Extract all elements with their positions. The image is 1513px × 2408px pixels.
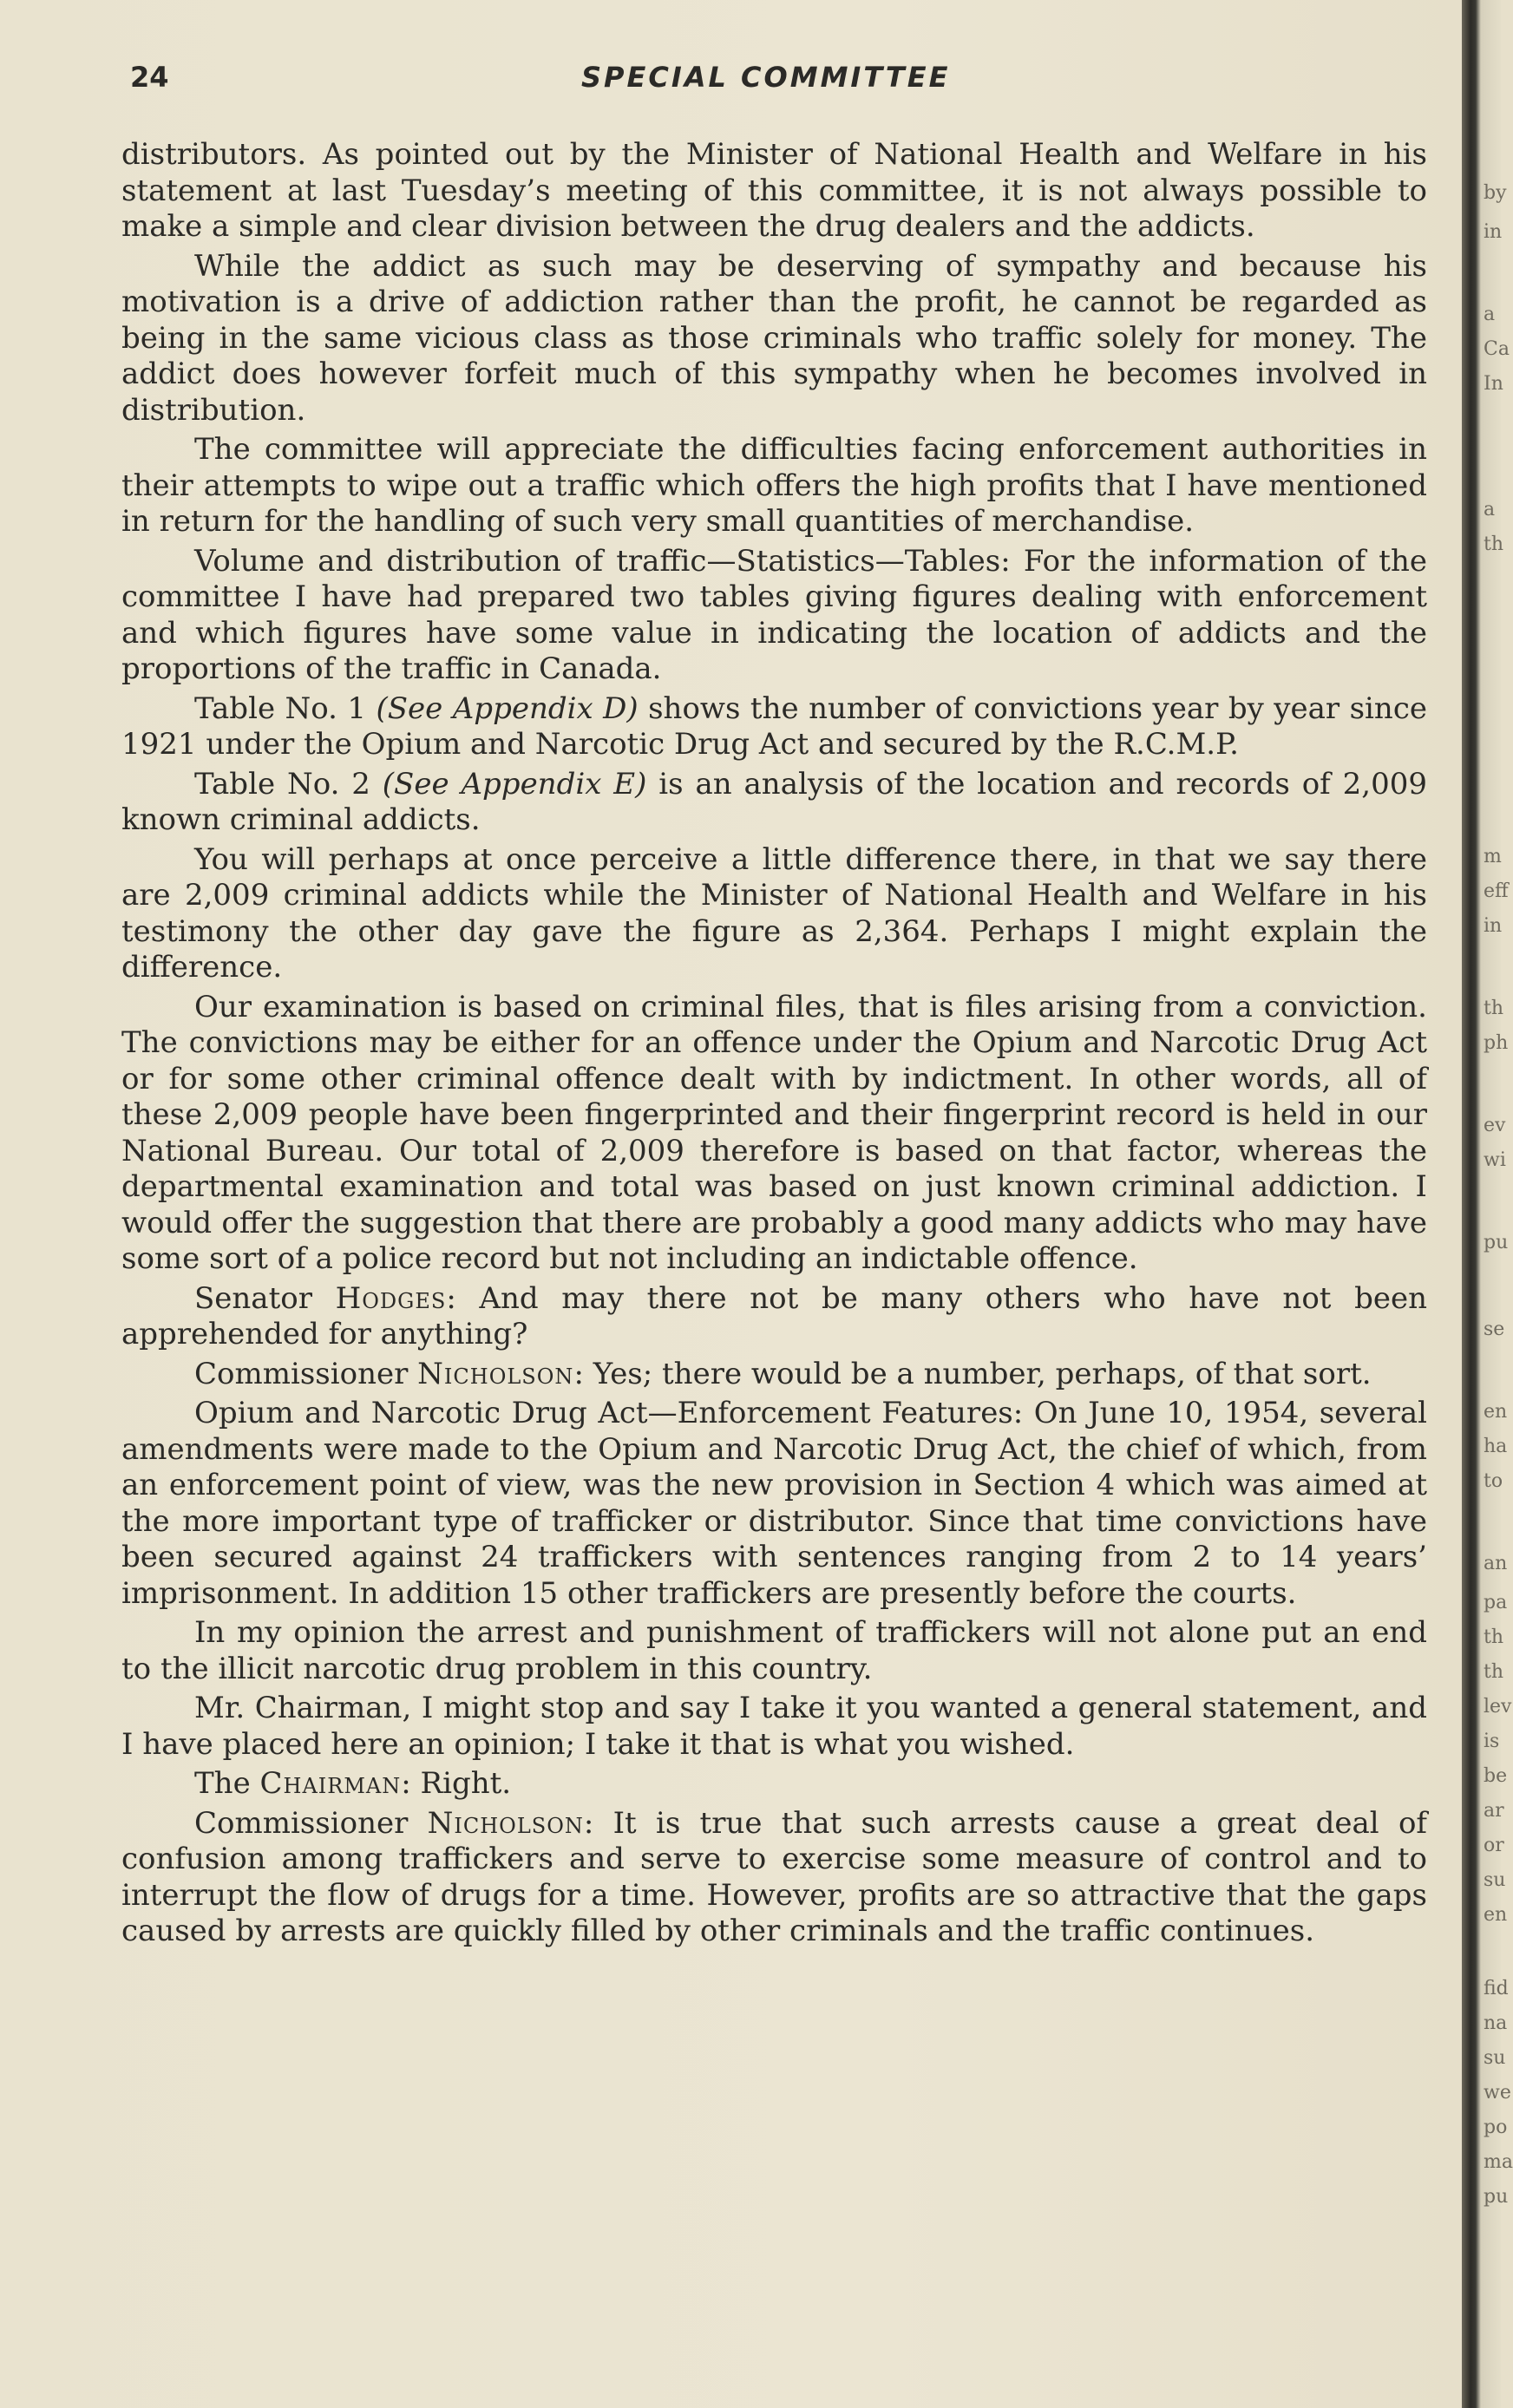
paragraph: The committee will appreciate the difficulties facing enforcement authorities in their attempts to wipe out a traffic which offers the high profits that I have mentioned in return for the handling of such very small quantities of merchandise. <box>121 432 1427 539</box>
page-header <box>130 61 1431 104</box>
edge-fragment: a <box>1484 304 1496 325</box>
paragraph: Mr. Chairman, I might stop and say I take it you wanted a general statement, and I have placed here an opinion; I take it that is what you wished. <box>121 1691 1427 1762</box>
speech-text: : And may there not be many others who have not been apprehended for anything? <box>121 1280 1427 1351</box>
paragraph: While the addict as such may be deserving of sympathy and because his motivation is a drive of addiction rather than the profit, he cannot be regarded as being in the same vicious class as those criminals who traffic solely for money. The addict does however forfeit much of this sympathy when he becomes involved in distribution. <box>121 248 1427 428</box>
speaker-name: Nicholson <box>417 1356 574 1391</box>
edge-fragment: Ca <box>1484 338 1510 360</box>
speaker-paragraph <box>121 1281 1427 1353</box>
page-number: 24 <box>130 61 169 94</box>
edge-fragment: be <box>1484 1765 1508 1787</box>
paragraph-text: Table No. 2 <box>194 766 383 802</box>
speaker-title: Senator <box>194 1280 336 1316</box>
edge-fragment: in <box>1484 915 1503 937</box>
speaker-paragraph <box>121 1766 1427 1803</box>
edge-fragment: an <box>1484 1553 1508 1574</box>
speaker-name: Nicholson <box>427 1805 584 1841</box>
next-page-edge <box>1482 173 1513 2208</box>
paragraph <box>121 691 1427 763</box>
edge-fragment: to <box>1484 1470 1503 1492</box>
edge-fragment: th <box>1484 998 1504 1019</box>
speaker-title: Commissioner <box>194 1356 418 1391</box>
paragraph-text: Table No. 1 <box>194 690 377 726</box>
speaker-paragraph <box>121 1806 1427 1950</box>
edge-fragment: en <box>1484 1401 1508 1423</box>
edge-fragment: en <box>1484 1904 1508 1926</box>
edge-fragment: po <box>1484 2117 1508 2138</box>
edge-fragment: fid <box>1484 1978 1509 1999</box>
paragraph-text: is an analysis of the location and records of 2,009 known criminal addicts. <box>121 766 1427 837</box>
edge-fragment: th <box>1484 1661 1504 1683</box>
speaker-name: Chairman <box>259 1766 402 1801</box>
speaker-name: Hodges <box>335 1280 447 1316</box>
edge-fragment: or <box>1484 1835 1504 1856</box>
paragraph: Our examination is based on criminal files, that is files arising from a conviction. The convictions may be either for an offence under the Opium and Narcotic Drug Act or for some other criminal offence dealt with by indictment. In other words, all of these 2,009 people have been fingerprinted and their fingerprint record is held in our National Bureau. Our total of 2,009 therefore is based on that factor, whereas the departmental examination and total was based on just known criminal addiction. I would offer the suggestion that there are probably a good many addicts who may have some sort of a police record but not including an indictable offence. <box>121 989 1427 1276</box>
edge-fragment: in <box>1484 221 1503 243</box>
edge-fragment: ar <box>1484 1800 1504 1822</box>
edge-fragment: wi <box>1484 1149 1506 1171</box>
speech-text: : It is true that such arrests cause a great deal of confusion among traffickers and serve to exercise some measure of control and to interrupt the flow of drugs for a time. However, profits are so attractive that the gaps caused by arrests are quickly filled by other criminals and the traffic continues. <box>121 1805 1427 1948</box>
edge-fragment: we <box>1484 2082 1511 2104</box>
edge-fragment: m <box>1484 846 1502 867</box>
edge-fragment: pu <box>1484 1232 1509 1253</box>
edge-fragment: pu <box>1484 2186 1509 2208</box>
paragraph <box>121 767 1427 839</box>
body-text <box>121 137 1427 1953</box>
speaker-title: Commissioner <box>194 1805 428 1841</box>
edge-fragment: na <box>1484 2012 1508 2034</box>
paragraph: Opium and Narcotic Drug Act—Enforcement Features: On June 10, 1954, several amendments were made to the Opium and Narcotic Drug Act, the chief of which, from an enforcement point of view, was the new provision in Section 4 which was aimed at the more important type of trafficker or distributor. Since that time convictions have been secured against 24 traffickers with sentences ranging from 2 to 14 years’ imprisonment. In addition 15 other traffickers are presently before the courts. <box>121 1396 1427 1611</box>
edge-fragment: lev <box>1484 1696 1512 1718</box>
appendix-reference: (See Appendix E) <box>382 766 647 802</box>
edge-fragment: th <box>1484 533 1504 555</box>
edge-fragment: a <box>1484 499 1496 520</box>
speech-text: : Yes; there would be a number, perhaps, of that sort. <box>573 1356 1372 1391</box>
edge-fragment: ph <box>1484 1032 1509 1054</box>
edge-fragment: In <box>1484 373 1503 395</box>
edge-fragment: ma <box>1484 2151 1513 2173</box>
speech-text: : Right. <box>401 1766 512 1801</box>
edge-fragment: pa <box>1484 1592 1508 1613</box>
edge-fragment: ev <box>1484 1115 1506 1136</box>
speaker-title: The <box>194 1766 260 1801</box>
appendix-reference: (See Appendix D) <box>376 690 639 726</box>
running-head: SPECIAL COMMITTEE <box>581 61 951 94</box>
edge-fragment: ha <box>1484 1436 1508 1457</box>
paragraph-text: shows the number of convictions year by year since 1921 under the Opium and Narcotic Drug Act and secured by the R.C.M.P. <box>121 690 1427 762</box>
edge-fragment: su <box>1484 1869 1506 1891</box>
edge-fragment: se <box>1484 1319 1505 1340</box>
edge-fragment: eff <box>1484 880 1509 902</box>
paragraph: Volume and distribution of traffic—Statistics—Tables: For the information of the committee I have had prepared two tables giving figures dealing with enforcement and which figures have some value in indicating the location of addicts and the proportions of the traffic in Canada. <box>121 543 1427 686</box>
paragraph: In my opinion the arrest and punishment of traffickers will not alone put an end to the illicit narcotic drug problem in this country. <box>121 1615 1427 1686</box>
edge-fragment: by <box>1484 182 1507 204</box>
edge-fragment: th <box>1484 1626 1504 1648</box>
speaker-paragraph <box>121 1357 1427 1393</box>
paragraph: You will perhaps at once perceive a little difference there, in that we say there are 2,009 criminal addicts while the Minister of National Health and Welfare in his testimony the other day gave the figure as 2,364. Perhaps I might explain the difference. <box>121 841 1427 985</box>
edge-fragment: is <box>1484 1731 1500 1752</box>
edge-fragment: su <box>1484 2047 1506 2069</box>
paragraph: distributors. As pointed out by the Minister of National Health and Welfare in his statement at last Tuesday’s meeting of this committee, it is not always possible to make a simple and clear division between the drug dealers and the addicts. <box>121 137 1427 244</box>
